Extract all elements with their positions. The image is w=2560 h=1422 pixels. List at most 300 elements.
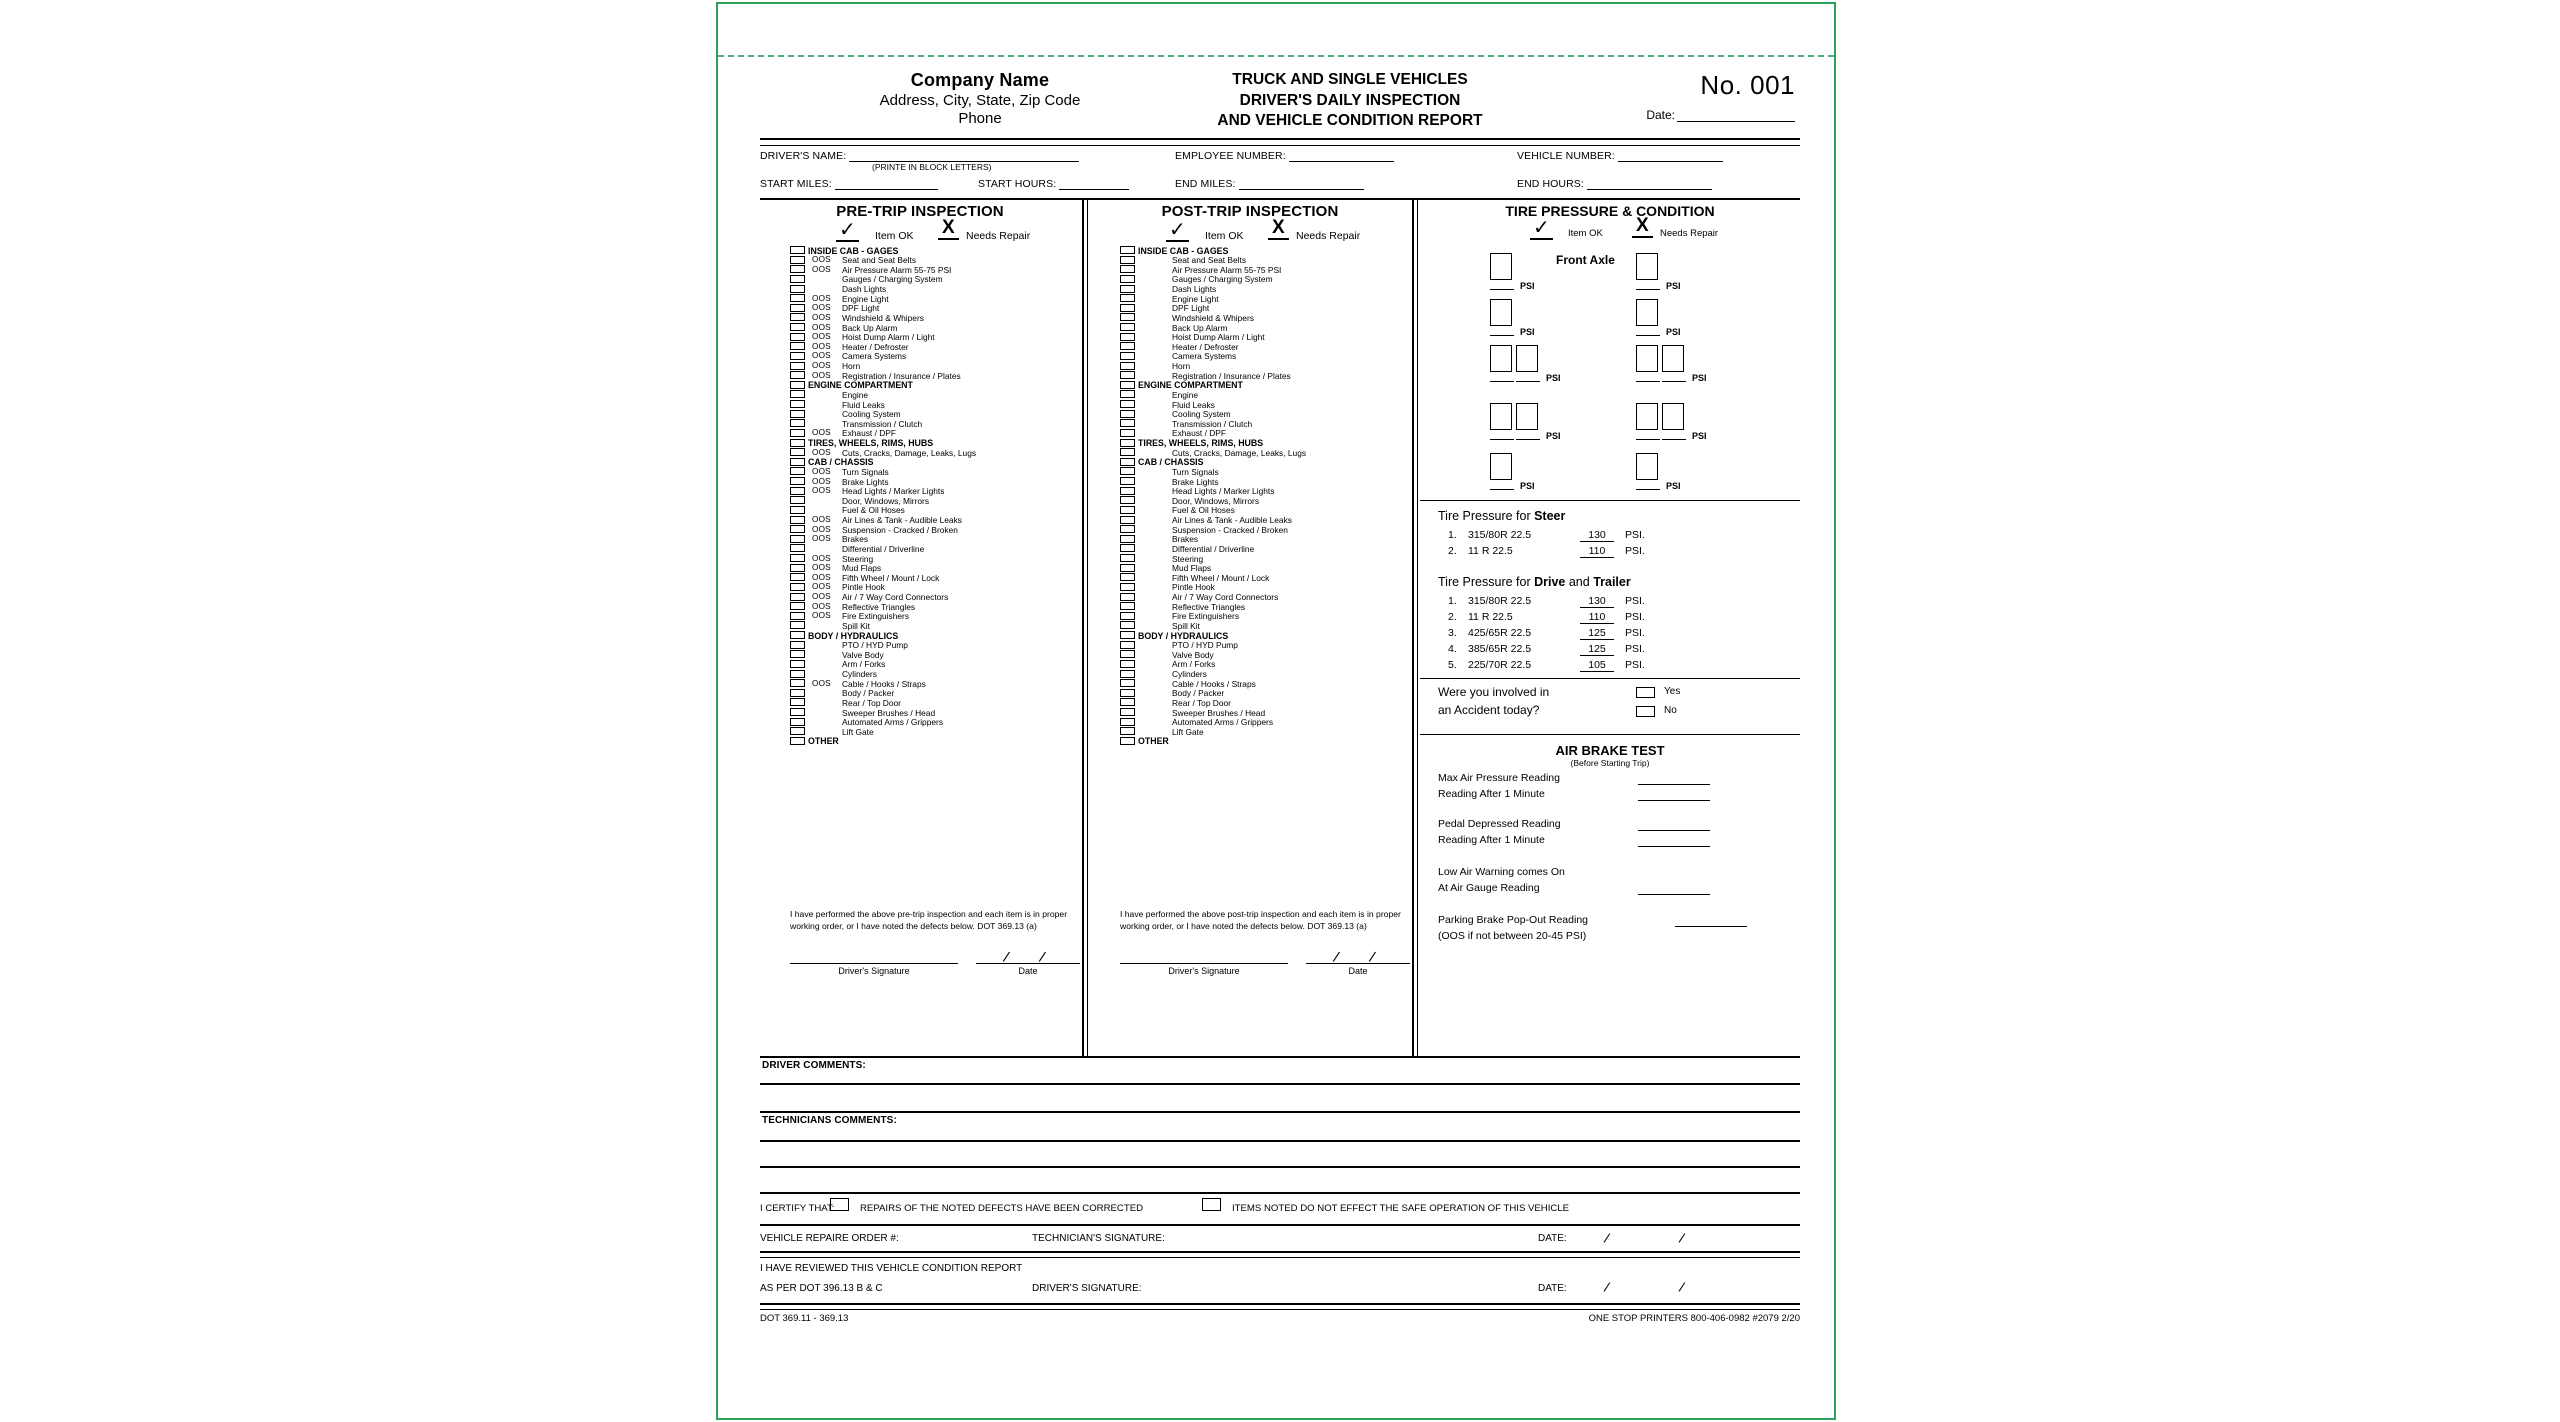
item-label: Mud Flaps bbox=[1172, 563, 1212, 574]
technician-date-slash-2: / bbox=[1677, 1229, 1687, 1247]
checkbox[interactable] bbox=[790, 525, 805, 533]
pretrip-column bbox=[760, 200, 1080, 1056]
tire-checkbox[interactable] bbox=[1490, 253, 1512, 280]
checkbox[interactable] bbox=[790, 246, 805, 254]
form-sheet bbox=[760, 68, 1800, 1398]
checkbox[interactable] bbox=[790, 265, 805, 273]
air-brake-test-input[interactable] bbox=[1638, 784, 1710, 785]
checklist-item-row bbox=[1090, 419, 1410, 429]
checkbox[interactable] bbox=[790, 487, 805, 495]
checklist-section-row bbox=[1090, 246, 1410, 256]
air-brake-test-input[interactable] bbox=[1638, 800, 1710, 801]
tire-spec-size: 425/65R 22.5 bbox=[1468, 627, 1532, 639]
checkbox[interactable] bbox=[1120, 439, 1135, 447]
pretrip-signature-caption: Driver's Signature bbox=[838, 966, 910, 977]
driver-comments-section[interactable] bbox=[760, 1058, 1800, 1113]
item-label: Camera Systems bbox=[842, 351, 907, 362]
item-label: Sweeper Brushes / Head bbox=[842, 707, 936, 718]
checkbox[interactable] bbox=[1120, 333, 1135, 341]
checkbox[interactable] bbox=[1120, 689, 1135, 697]
checkbox[interactable] bbox=[790, 285, 805, 293]
air-brake-test-row bbox=[1420, 866, 1800, 882]
checklist-item-row bbox=[760, 419, 1080, 429]
tire-checkbox[interactable] bbox=[1516, 403, 1538, 430]
checkbox[interactable] bbox=[1120, 477, 1135, 485]
tire-psi-line[interactable] bbox=[1636, 289, 1660, 290]
axle-diagram bbox=[1420, 245, 1800, 495]
form-header bbox=[760, 68, 1800, 136]
checkbox[interactable] bbox=[1120, 323, 1135, 331]
checkbox[interactable] bbox=[1120, 650, 1135, 658]
item-ok-label: Item OK bbox=[875, 230, 914, 242]
start-hours-field[interactable] bbox=[978, 177, 1129, 190]
tire-psi-line[interactable] bbox=[1636, 381, 1660, 382]
checkbox[interactable] bbox=[1120, 304, 1135, 312]
checklist-item-row bbox=[760, 400, 1080, 410]
tire-psi-line[interactable] bbox=[1516, 439, 1540, 440]
oos-label: OOS bbox=[812, 341, 831, 351]
checkbox[interactable] bbox=[1120, 246, 1135, 254]
checklist-item-row bbox=[760, 602, 1080, 612]
start-miles-label: START MILES: bbox=[760, 178, 832, 190]
checkbox[interactable] bbox=[1120, 265, 1135, 273]
checkbox[interactable] bbox=[1120, 573, 1135, 581]
checkbox[interactable] bbox=[1120, 698, 1135, 706]
checkbox[interactable] bbox=[1120, 496, 1135, 504]
tire-spec-size: 315/80R 22.5 bbox=[1468, 529, 1532, 541]
checklist-section-row bbox=[760, 458, 1080, 468]
item-label: Door, Windows, Mirrors bbox=[1172, 495, 1260, 506]
end-hours-field[interactable] bbox=[1517, 177, 1712, 190]
print-block-letters-note: (PRINTE IN BLOCK LETTERS) bbox=[872, 162, 992, 172]
checklist-section-row bbox=[760, 246, 1080, 256]
air-brake-test-input[interactable] bbox=[1638, 846, 1710, 847]
checkbox[interactable] bbox=[1120, 621, 1135, 629]
header-date-label: Date: bbox=[1646, 108, 1675, 122]
oos-label: OOS bbox=[812, 534, 831, 544]
certify-row bbox=[760, 1194, 1800, 1224]
checkbox[interactable] bbox=[790, 381, 805, 389]
checkbox[interactable] bbox=[1120, 275, 1135, 283]
tire-spec-size: 11 R 22.5 bbox=[1468, 611, 1513, 623]
checkbox[interactable] bbox=[790, 516, 805, 524]
x-icon: X bbox=[938, 218, 959, 240]
checkbox[interactable] bbox=[1120, 400, 1135, 408]
checkbox[interactable] bbox=[790, 352, 805, 360]
air-brake-test-label: Pedal Depressed Reading bbox=[1438, 818, 1561, 830]
tire-spec-unit: PSI. bbox=[1625, 627, 1645, 639]
tire-checkbox[interactable] bbox=[1490, 345, 1512, 372]
checkbox[interactable] bbox=[1120, 429, 1135, 437]
tire-checkbox[interactable] bbox=[1490, 453, 1512, 480]
checkbox[interactable] bbox=[1120, 583, 1135, 591]
checkbox[interactable] bbox=[1120, 708, 1135, 716]
item-label: Suspension - Cracked / Broken bbox=[842, 524, 958, 535]
checklist-item-row bbox=[760, 352, 1080, 362]
certify-label: I CERTIFY THAT: bbox=[760, 1203, 835, 1214]
item-label: Air / 7 Way Cord Connectors bbox=[1172, 592, 1279, 602]
checkbox[interactable] bbox=[1120, 544, 1135, 552]
item-label: Cable / Hooks / Straps bbox=[1172, 678, 1256, 689]
section-label: INSIDE CAB - GAGES bbox=[1138, 245, 1229, 256]
air-brake-test-row bbox=[1420, 882, 1800, 898]
checkbox[interactable] bbox=[790, 573, 805, 581]
item-label: Brake Lights bbox=[1172, 476, 1219, 487]
item-label: Dash Lights bbox=[842, 284, 887, 294]
item-label: Registration / Insurance / Plates bbox=[1172, 370, 1291, 381]
psi-unit-label: PSI bbox=[1546, 373, 1561, 383]
oos-label: OOS bbox=[812, 611, 831, 621]
checkbox[interactable] bbox=[1120, 737, 1135, 745]
checklist-item-row bbox=[1090, 650, 1410, 660]
item-label: Registration / Insurance / Plates bbox=[842, 370, 961, 381]
checkbox[interactable] bbox=[1120, 342, 1135, 350]
checklist-item-row bbox=[1090, 525, 1410, 535]
start-miles-input[interactable] bbox=[835, 177, 938, 190]
posttrip-signature-caption: Driver's Signature bbox=[1168, 966, 1240, 977]
item-label: Fire Extinguishers bbox=[1172, 611, 1240, 622]
checkbox[interactable] bbox=[1120, 381, 1135, 389]
item-label: Head Lights / Marker Lights bbox=[842, 486, 945, 497]
checkbox[interactable] bbox=[790, 593, 805, 601]
air-brake-test-subtitle: (Before Starting Trip) bbox=[1570, 758, 1650, 768]
posttrip-date-line[interactable] bbox=[1306, 963, 1410, 964]
checkbox[interactable] bbox=[790, 400, 805, 408]
certify-option2-label: ITEMS NOTED DO NOT EFFECT THE SAFE OPERATION OF THIS VEHICLE bbox=[1232, 1203, 1570, 1214]
pretrip-date-line[interactable] bbox=[976, 963, 1080, 964]
pretrip-signature-line[interactable] bbox=[790, 963, 958, 964]
tire-checkbox[interactable] bbox=[1636, 253, 1658, 280]
checkbox[interactable] bbox=[1120, 660, 1135, 668]
checklist-section-row bbox=[1090, 458, 1410, 468]
checkbox[interactable] bbox=[790, 698, 805, 706]
checkbox[interactable] bbox=[1120, 506, 1135, 514]
checkbox[interactable] bbox=[1120, 554, 1135, 562]
item-label: Exhaust / DPF bbox=[842, 428, 896, 439]
checklist-item-row bbox=[760, 390, 1080, 400]
checkbox[interactable] bbox=[1120, 313, 1135, 321]
tire-psi-line[interactable] bbox=[1516, 381, 1540, 382]
checklist-item-row bbox=[1090, 689, 1410, 699]
checklist-item-row bbox=[760, 689, 1080, 699]
air-brake-test-section bbox=[1420, 734, 1800, 946]
item-label: Cooling System bbox=[1172, 409, 1231, 420]
front-axle-label: Front Axle bbox=[1556, 253, 1615, 267]
tire-checkbox[interactable] bbox=[1662, 345, 1684, 372]
checkbox[interactable] bbox=[790, 602, 805, 610]
checkbox[interactable] bbox=[790, 506, 805, 514]
checkbox[interactable] bbox=[790, 718, 805, 726]
end-miles-label: END MILES: bbox=[1175, 178, 1236, 190]
checkbox[interactable] bbox=[790, 458, 805, 466]
start-hours-input[interactable] bbox=[1059, 177, 1129, 190]
checkbox[interactable] bbox=[790, 641, 805, 649]
drivers-name-label: DRIVER'S NAME: bbox=[760, 150, 847, 162]
oos-label: OOS bbox=[812, 592, 831, 601]
accident-no-checkbox[interactable] bbox=[1636, 706, 1655, 717]
tire-checkbox[interactable] bbox=[1636, 403, 1658, 430]
checkbox[interactable] bbox=[790, 660, 805, 668]
oos-label: OOS bbox=[812, 361, 831, 370]
tire-spec-unit: PSI. bbox=[1625, 659, 1645, 671]
driver-date-slash-1: / bbox=[1602, 1278, 1612, 1296]
technician-date-label: DATE: bbox=[1538, 1233, 1567, 1244]
item-label: Gauges / Charging System bbox=[842, 274, 943, 285]
checkbox[interactable] bbox=[790, 679, 805, 687]
item-label: Air Pressure Alarm 55-75 PSI bbox=[1172, 264, 1282, 275]
checkbox[interactable] bbox=[790, 313, 805, 321]
end-miles-field[interactable] bbox=[1175, 177, 1364, 190]
repair-order-row bbox=[760, 1226, 1800, 1251]
tire-psi-line[interactable] bbox=[1662, 439, 1686, 440]
checklist-item-row bbox=[1090, 718, 1410, 728]
air-brake-test-row bbox=[1420, 818, 1800, 834]
air-brake-test-row bbox=[1420, 914, 1800, 930]
checkbox[interactable] bbox=[1120, 352, 1135, 360]
item-label: Engine Light bbox=[1172, 293, 1219, 304]
item-label: Door, Windows, Mirrors bbox=[842, 495, 930, 506]
checkbox[interactable] bbox=[790, 275, 805, 283]
oos-label: OOS bbox=[812, 370, 831, 380]
checkbox[interactable] bbox=[1120, 371, 1135, 379]
item-label: Fifth Wheel / Mount / Lock bbox=[842, 572, 940, 583]
tire-checkbox[interactable] bbox=[1516, 345, 1538, 372]
pretrip-date-slash-2: / bbox=[1037, 949, 1047, 967]
checkbox[interactable] bbox=[790, 256, 805, 264]
air-brake-test-label: Low Air Warning comes On bbox=[1438, 866, 1565, 878]
checkbox[interactable] bbox=[1120, 458, 1135, 466]
checkbox[interactable] bbox=[1120, 602, 1135, 610]
checkbox[interactable] bbox=[1120, 390, 1135, 398]
air-brake-test-title: AIR BRAKE TEST bbox=[1555, 743, 1665, 758]
checkbox[interactable] bbox=[1120, 516, 1135, 524]
pretrip-date-slash-1: / bbox=[1001, 949, 1011, 967]
checkbox[interactable] bbox=[790, 670, 805, 678]
checkbox[interactable] bbox=[1120, 564, 1135, 572]
oos-label: OOS bbox=[812, 572, 831, 582]
title-line-1: TRUCK AND SINGLE VEHICLES bbox=[1232, 71, 1468, 88]
checkbox[interactable] bbox=[790, 304, 805, 312]
item-label: PTO / HYD Pump bbox=[842, 640, 908, 651]
tire-checkbox[interactable] bbox=[1636, 345, 1658, 372]
checkbox[interactable] bbox=[790, 544, 805, 552]
item-label: Arm / Forks bbox=[842, 659, 886, 670]
item-ok-label: Item OK bbox=[1205, 230, 1244, 242]
checklist-section-row bbox=[760, 631, 1080, 641]
tire-checkbox[interactable] bbox=[1636, 453, 1658, 480]
item-label: Fluid Leaks bbox=[1172, 399, 1215, 410]
tire-spec-size: 225/70R 22.5 bbox=[1468, 659, 1532, 671]
checkbox[interactable] bbox=[790, 535, 805, 543]
checkbox[interactable] bbox=[790, 496, 805, 504]
item-label: PTO / HYD Pump bbox=[1172, 640, 1238, 651]
checkbox[interactable] bbox=[790, 583, 805, 591]
item-label: Air Lines & Tank - Audible Leaks bbox=[842, 515, 962, 525]
air-brake-test-label: Reading After 1 Minute bbox=[1438, 834, 1545, 846]
tire-psi-line[interactable] bbox=[1490, 381, 1514, 382]
checkbox[interactable] bbox=[790, 342, 805, 350]
checkbox[interactable] bbox=[1120, 525, 1135, 533]
checkbox[interactable] bbox=[1120, 410, 1135, 418]
drivers-name-field[interactable] bbox=[760, 149, 1079, 162]
checkbox[interactable] bbox=[1120, 631, 1135, 639]
item-label: Air Lines & Tank - Audible Leaks bbox=[1172, 515, 1292, 525]
item-label: Windshield & Whipers bbox=[1172, 312, 1254, 323]
checkbox[interactable] bbox=[790, 439, 805, 447]
checkbox[interactable] bbox=[790, 362, 805, 370]
technicians-comments-section[interactable] bbox=[760, 1113, 1800, 1194]
oos-label: OOS bbox=[812, 678, 831, 688]
header-date-field[interactable] bbox=[1580, 108, 1795, 122]
certify-option1-checkbox[interactable] bbox=[830, 1198, 849, 1211]
employee-number-field[interactable] bbox=[1175, 149, 1394, 162]
checkbox[interactable] bbox=[1120, 641, 1135, 649]
item-label: Heater / Defroster bbox=[1172, 341, 1239, 352]
tire-column bbox=[1420, 200, 1800, 1056]
checkbox[interactable] bbox=[1120, 487, 1135, 495]
checkbox[interactable] bbox=[1120, 679, 1135, 687]
start-miles-field[interactable] bbox=[760, 177, 938, 190]
checkbox[interactable] bbox=[790, 467, 805, 475]
tire-checkbox[interactable] bbox=[1662, 403, 1684, 430]
air-brake-test-row bbox=[1420, 788, 1800, 804]
checkbox[interactable] bbox=[790, 477, 805, 485]
x-icon: X bbox=[1268, 218, 1289, 240]
tire-psi-line[interactable] bbox=[1636, 335, 1660, 336]
certify-option2-checkbox[interactable] bbox=[1202, 1198, 1221, 1211]
checkbox[interactable] bbox=[790, 371, 805, 379]
checkbox[interactable] bbox=[790, 737, 805, 745]
air-brake-test-input[interactable] bbox=[1675, 926, 1747, 927]
driver-info-row-1 bbox=[760, 146, 1800, 174]
checkbox[interactable] bbox=[790, 390, 805, 398]
steer-title-prefix: Tire Pressure for bbox=[1438, 509, 1535, 523]
drive-pressure-title bbox=[1438, 575, 1800, 589]
checklist-item-row bbox=[760, 285, 1080, 295]
checkbox[interactable] bbox=[790, 708, 805, 716]
tire-checkbox[interactable] bbox=[1490, 403, 1512, 430]
checkbox[interactable] bbox=[1120, 612, 1135, 620]
form-number: No. 001 bbox=[1700, 70, 1795, 100]
checkbox[interactable] bbox=[1120, 727, 1135, 735]
item-label: Turn Signals bbox=[1172, 466, 1219, 477]
vehicle-number-input[interactable] bbox=[1618, 149, 1723, 162]
item-label: Cooling System bbox=[842, 409, 901, 420]
tire-spec-psi: 125 bbox=[1580, 643, 1614, 656]
check-icon: ✓ bbox=[836, 219, 859, 242]
tire-spec-unit: PSI. bbox=[1625, 595, 1645, 607]
checkbox[interactable] bbox=[1120, 419, 1135, 427]
employee-number-input[interactable] bbox=[1289, 149, 1394, 162]
accident-section bbox=[1420, 678, 1800, 729]
tire-title: TIRE PRESSURE & CONDITION bbox=[1505, 203, 1715, 219]
checklist-item-row bbox=[1090, 313, 1410, 323]
item-label: Air Pressure Alarm 55-75 PSI bbox=[842, 264, 952, 275]
header-rule bbox=[760, 138, 1800, 146]
driver-signature-label: DRIVER'S SIGNATURE: bbox=[1032, 1283, 1142, 1294]
checkbox[interactable] bbox=[1120, 467, 1135, 475]
checkbox[interactable] bbox=[1120, 670, 1135, 678]
vehicle-number-field[interactable] bbox=[1517, 149, 1723, 162]
tire-psi-line[interactable] bbox=[1636, 439, 1660, 440]
checklist-section-row bbox=[1090, 631, 1410, 641]
column-divider-1b bbox=[1087, 200, 1088, 1056]
checklist-item-row bbox=[1090, 679, 1410, 689]
tire-spec-index: 1. bbox=[1448, 529, 1457, 541]
end-hours-input[interactable] bbox=[1587, 177, 1712, 190]
checklist-item-row bbox=[760, 333, 1080, 343]
checkbox[interactable] bbox=[1120, 448, 1135, 456]
oos-label: OOS bbox=[812, 351, 831, 361]
pretrip-legend bbox=[760, 217, 1080, 245]
tire-checkbox[interactable] bbox=[1636, 299, 1658, 326]
checklist-item-row bbox=[1090, 333, 1410, 343]
checkbox[interactable] bbox=[790, 612, 805, 620]
drivers-name-input[interactable] bbox=[849, 149, 1079, 162]
checkbox[interactable] bbox=[1120, 593, 1135, 601]
checkbox[interactable] bbox=[790, 631, 805, 639]
section-label: CAB / CHASSIS bbox=[808, 457, 874, 468]
footer-line bbox=[760, 1310, 1800, 1328]
tire-spec-psi: 110 bbox=[1580, 545, 1614, 558]
air-brake-test-input[interactable] bbox=[1638, 894, 1710, 895]
tire-psi-line[interactable] bbox=[1490, 439, 1514, 440]
checkbox[interactable] bbox=[790, 410, 805, 418]
checklist-item-row bbox=[760, 612, 1080, 622]
tire-psi-line[interactable] bbox=[1636, 489, 1660, 490]
header-date-underline[interactable] bbox=[1677, 108, 1795, 122]
checkbox[interactable] bbox=[790, 564, 805, 572]
item-label: Automated Arms / Grippers bbox=[842, 717, 944, 728]
checkbox[interactable] bbox=[790, 689, 805, 697]
checkbox[interactable] bbox=[1120, 718, 1135, 726]
checkbox[interactable] bbox=[790, 323, 805, 331]
checkbox[interactable] bbox=[790, 621, 805, 629]
checkbox[interactable] bbox=[1120, 256, 1135, 264]
checkbox[interactable] bbox=[790, 448, 805, 456]
driver-date-slash-2: / bbox=[1677, 1278, 1687, 1296]
accident-yes-checkbox[interactable] bbox=[1636, 687, 1655, 698]
driver-comments-label: DRIVER COMMENTS: bbox=[762, 1060, 866, 1071]
tire-psi-line[interactable] bbox=[1490, 489, 1514, 490]
checkbox[interactable] bbox=[790, 650, 805, 658]
tire-pressure-section bbox=[1420, 500, 1800, 675]
checkbox[interactable] bbox=[790, 419, 805, 427]
tire-psi-line[interactable] bbox=[1662, 381, 1686, 382]
end-miles-input[interactable] bbox=[1239, 177, 1364, 190]
checkbox[interactable] bbox=[1120, 535, 1135, 543]
air-brake-test-input[interactable] bbox=[1638, 830, 1710, 831]
checkbox[interactable] bbox=[1120, 294, 1135, 302]
checkbox[interactable] bbox=[790, 333, 805, 341]
item-label: Rear / Top Door bbox=[1172, 697, 1231, 708]
checkbox[interactable] bbox=[790, 727, 805, 735]
posttrip-signature-line[interactable] bbox=[1120, 963, 1288, 964]
oos-label: OOS bbox=[812, 601, 831, 611]
checkbox[interactable] bbox=[790, 554, 805, 562]
tire-spec-psi: 125 bbox=[1580, 627, 1614, 640]
tire-checkbox[interactable] bbox=[1490, 299, 1512, 326]
checkbox[interactable] bbox=[1120, 285, 1135, 293]
needs-repair-label: Needs Repair bbox=[966, 230, 1031, 242]
psi-unit-label: PSI bbox=[1546, 431, 1561, 441]
tire-psi-line[interactable] bbox=[1490, 289, 1514, 290]
checkbox[interactable] bbox=[790, 294, 805, 302]
tire-psi-line[interactable] bbox=[1490, 335, 1514, 336]
item-label: Arm / Forks bbox=[1172, 659, 1216, 670]
checkbox[interactable] bbox=[790, 429, 805, 437]
checkbox[interactable] bbox=[1120, 362, 1135, 370]
